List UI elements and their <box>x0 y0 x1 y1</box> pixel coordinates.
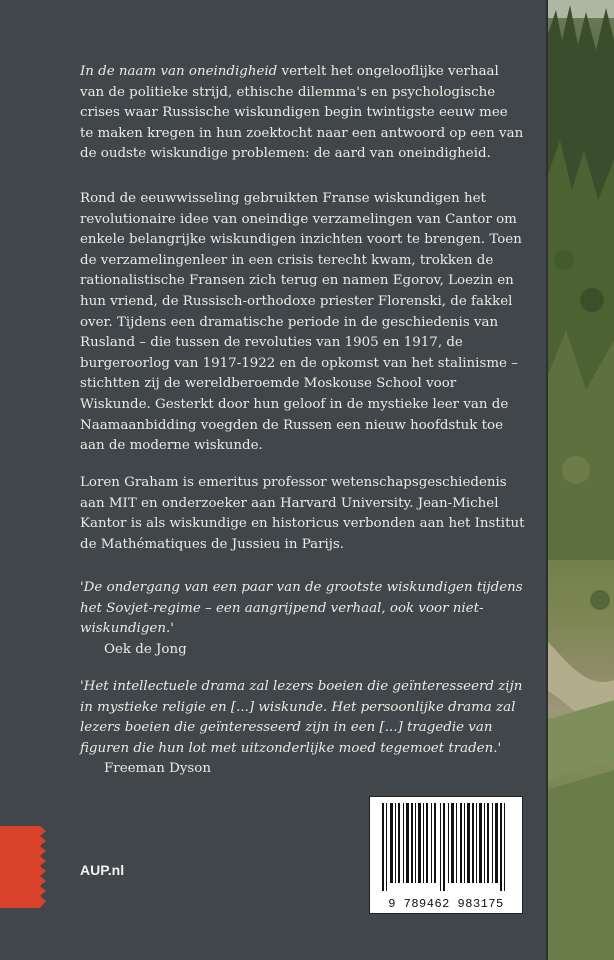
quote-1 <box>80 578 525 660</box>
forest-painting <box>546 0 614 960</box>
isbn-barcode <box>369 796 523 914</box>
author-bio: Loren Graham is emeritus professor wetenschapsgeschiedenis aan MIT en onderzoeker aan Harvard University. Jean-Michel Kantor is als wiskundige en historicus verbonden aan het Institut de Mathématiques de Jussieu in Parijs. <box>80 475 525 552</box>
quote-2-text: 'Het intellectuele drama zal lezers boeien die geïnteresseerd zijn in mystieke religie en [...] wiskunde. Het persoonlijke drama zal lezers boeien die geïnteresseerd zijn in een [...] tragedie van figuren die hun lot met uitzonderlijke moed tegemoet traden.' <box>80 679 523 756</box>
quote-1-author: Oek de Jong <box>104 641 187 657</box>
isbn-number: 9 789462 983175 <box>388 897 504 911</box>
quote-1-text: 'De ondergang van een paar van de grootste wiskundigen tijdens het Sovjet-regime – een aangrijpend verhaal, ook voor niet-wiskundigen.' <box>80 580 523 637</box>
blurb-intro <box>80 62 525 165</box>
publisher-color-tab <box>0 826 46 908</box>
cover-painting-edge <box>546 0 614 960</box>
publisher-logo: AUP.nl <box>80 862 125 878</box>
book-title-italic: In de naam van oneindigheid <box>80 64 278 79</box>
blurb-intro-text: vertelt het ongelooflijke verhaal van de politieke strijd, ethische dilemma's en psychologische crises waar Russische wiskundigen begin twintigste eeuw mee te maken kregen in hun zoektocht naar een antwoord op een van de oudste wiskundige problemen: de aard van oneindigheid. <box>80 64 524 162</box>
quote-2 <box>80 677 525 780</box>
barcode-bars <box>376 803 516 891</box>
quote-2-author: Freeman Dyson <box>104 761 211 777</box>
spine-edge <box>546 0 548 960</box>
blurb-paragraph-2: Rond de eeuwwisseling gebruikten Franse wiskundigen het revolutionaire idee van oneindige verzamelingen van Cantor om enkele belangrijke wiskundigen inzichten voort te brengen. Toen de verzamelingenleer in een crisis terecht kwam, trokken de rationalistische Fransen zich terug en namen Egorov, Loezin en hun vriend, de Russisch-orthodoxe priester Florenski, de fakkel over. Tijdens een dramatische periode in de geschiedenis van Rusland – die tussen de revoluties van 1905 en 1917, de burgeroorlog van 1917-1922 en de opkomst van het stalinisme – stichtten zij de wereldberoemde Moskouse School voor Wiskunde. Gesterkt door hun geloof in de mystieke leer van de Naamaanbidding voegden de Russen een nieuw hoofdstuk toe aan de moderne wiskunde. <box>80 191 522 454</box>
